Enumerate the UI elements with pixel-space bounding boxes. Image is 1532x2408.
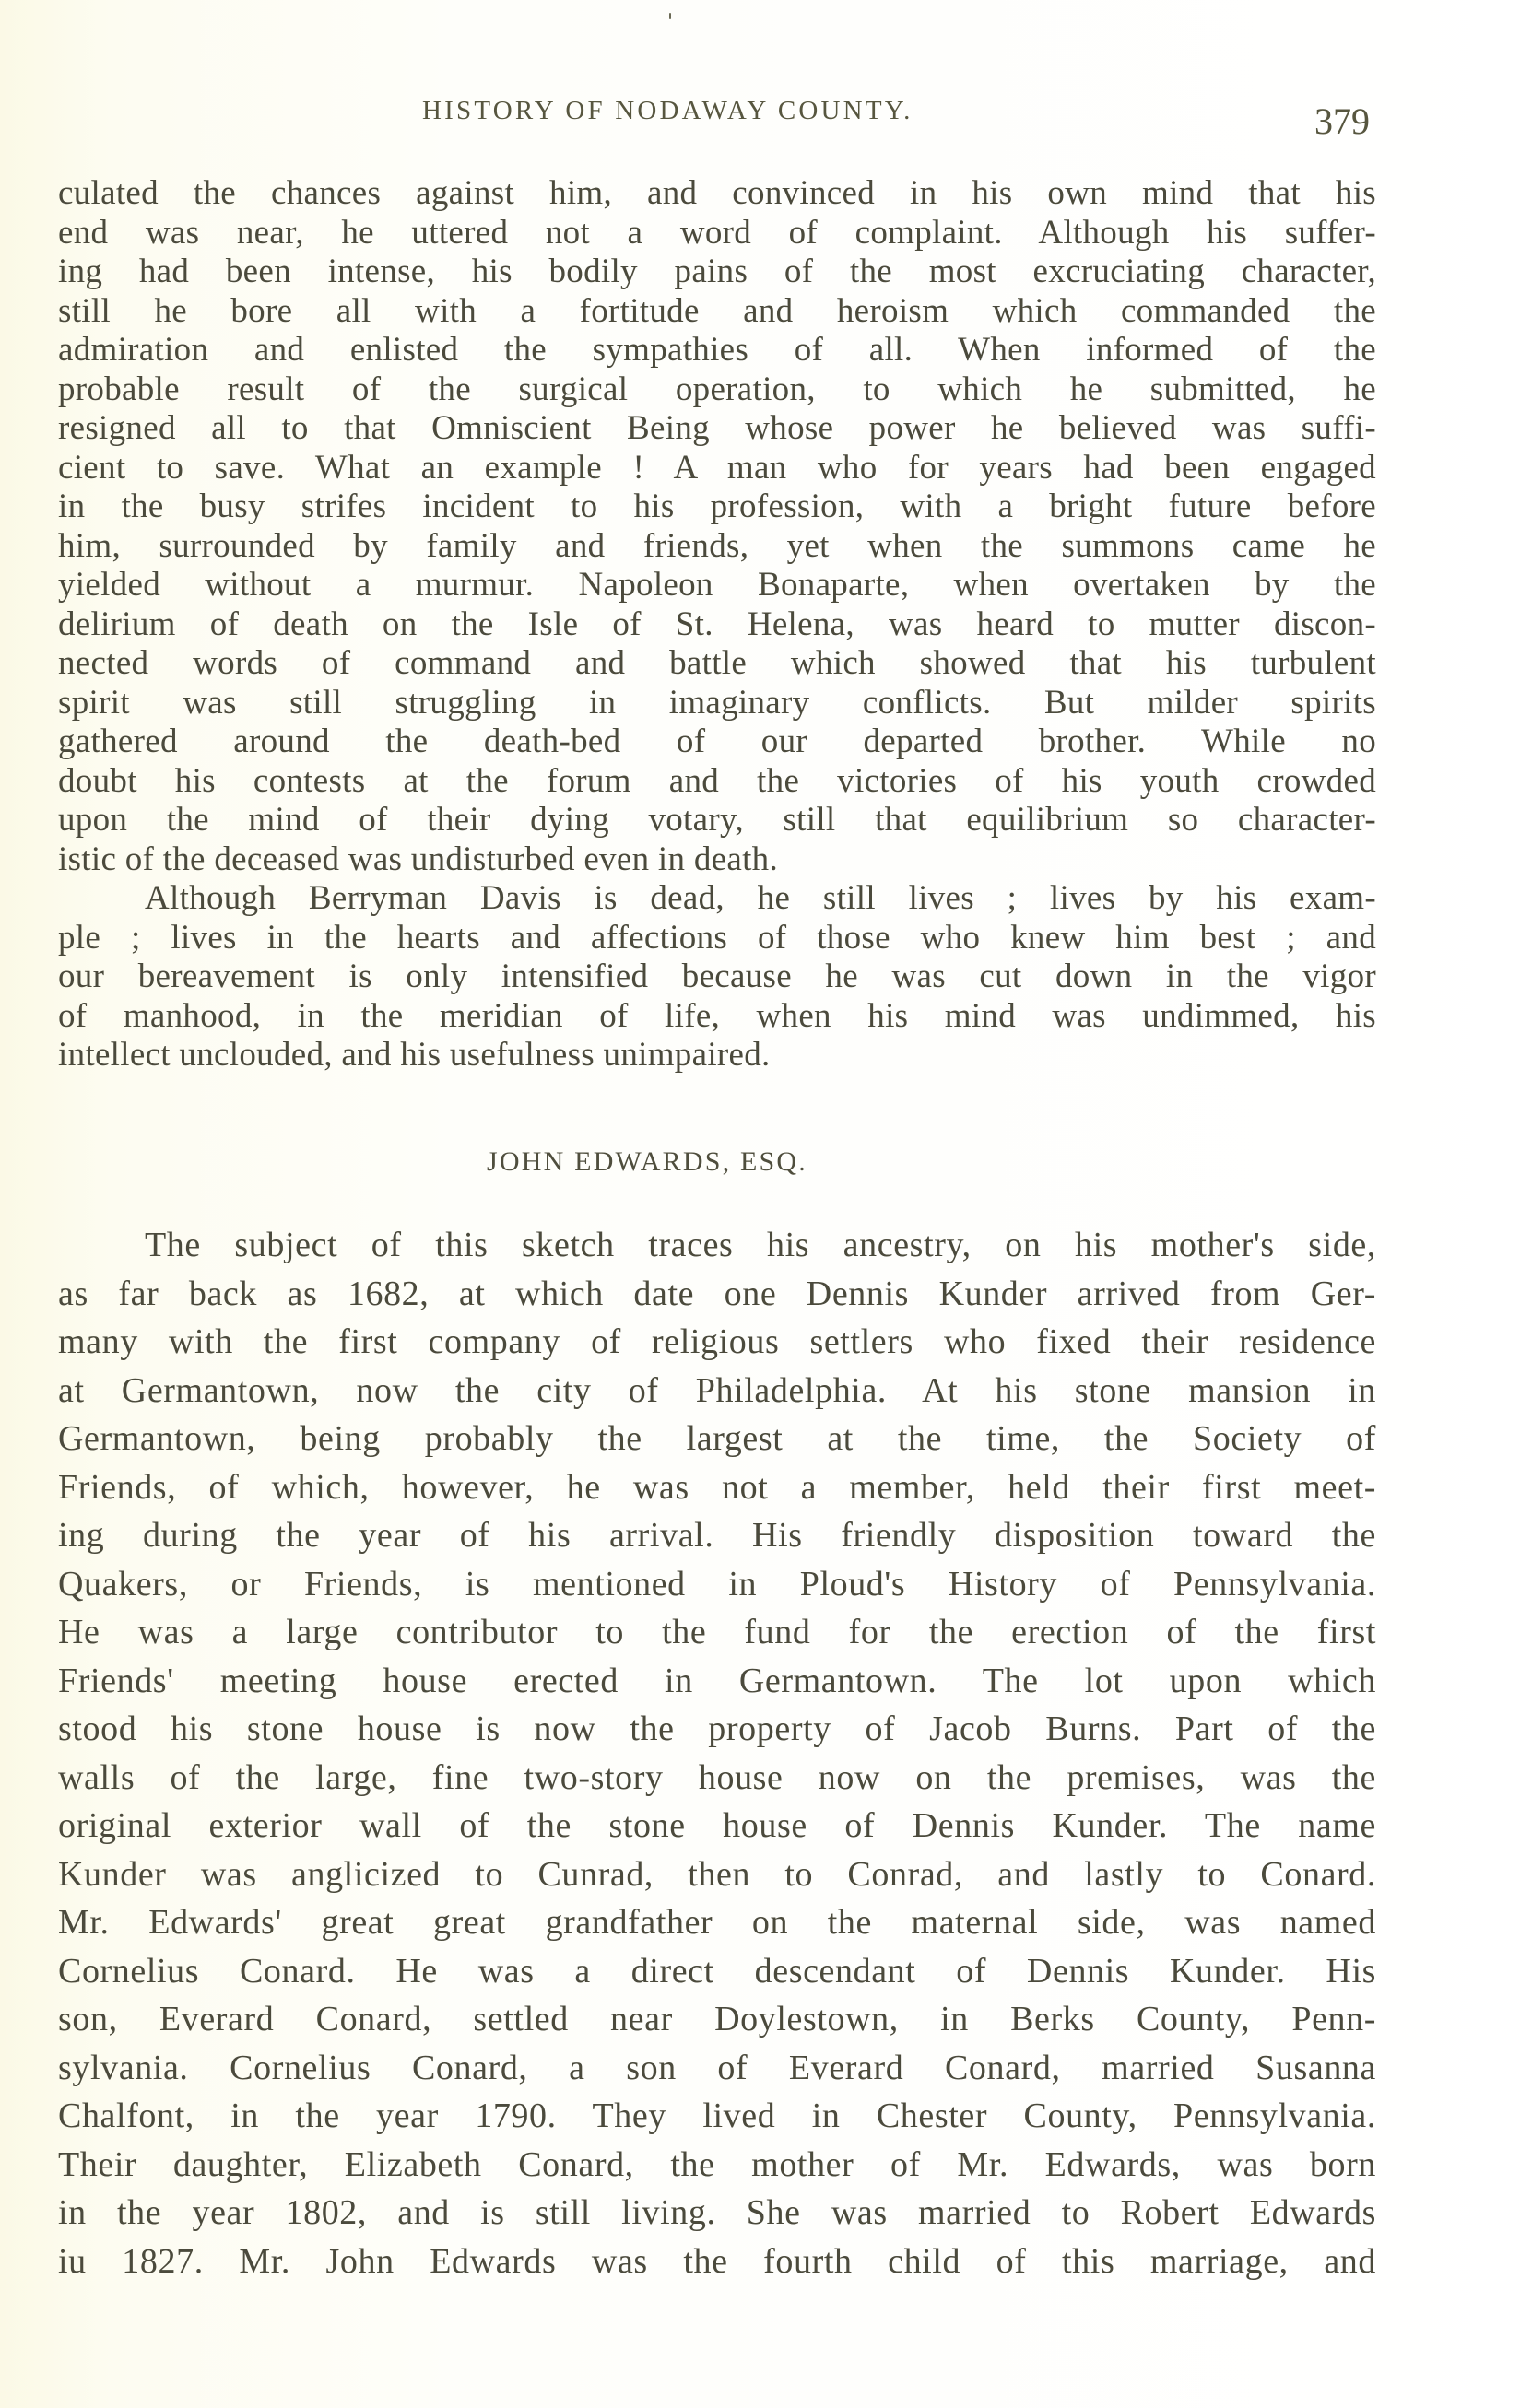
body-line: end was near, he uttered not a word of complaint. Although his suffer-	[58, 214, 1376, 252]
body-line: resigned all to that Omniscient Being whose power he believed was suffi-	[58, 409, 1376, 447]
body-line: ing during the year of his arrival. His friendly disposition toward the	[58, 1516, 1376, 1555]
body-line: Their daughter, Elizabeth Conard, the mother of Mr. Edwards, was born	[58, 2145, 1376, 2184]
body-line: our bereavement is only intensified because he was cut down in the vigor	[58, 957, 1376, 995]
body-line: He was a large contributor to the fund for the erection of the first	[58, 1613, 1376, 1651]
body-line: at Germantown, now the city of Philadelphia. At his stone mansion in	[58, 1371, 1376, 1410]
body-line: istic of the deceased was undisturbed even in death.	[58, 840, 779, 878]
body-line: Quakers, or Friends, is mentioned in Ploud's History of Pennsylvania.	[58, 1565, 1376, 1603]
body-line: Cornelius Conard. He was a direct descendant of Dennis Kunder. His	[58, 1952, 1376, 1991]
page-number: 379	[1314, 100, 1370, 142]
body-line: as far back as 1682, at which date one Dennis Kunder arrived from Ger-	[58, 1274, 1376, 1313]
body-line: Although Berryman Davis is dead, he still lives ; lives by his exam-	[145, 879, 1376, 917]
body-line: Kunder was anglicized to Cunrad, then to Conrad, and lastly to Conard.	[58, 1855, 1376, 1894]
body-line: yielded without a murmur. Napoleon Bonaparte, when overtaken by the	[58, 566, 1376, 604]
body-line: walls of the large, fine two-story house now on the premises, was the	[58, 1758, 1376, 1797]
body-line: ing had been intense, his bodily pains of the most excruciating character,	[58, 253, 1376, 290]
body-line: Chalfont, in the year 1790. They lived in Chester County, Pennsylvania.	[58, 2097, 1376, 2135]
body-line: stood his stone house is now the property of Jacob Burns. Part of the	[58, 1709, 1376, 1748]
body-line: in the busy strifes incident to his profession, with a bright future before	[58, 487, 1376, 525]
body-line: him, surrounded by family and friends, yet when the summons came he	[58, 527, 1376, 565]
body-line: ple ; lives in the hearts and affections of those who knew him best ; and	[58, 919, 1376, 957]
body-line: many with the first company of religious settlers who fixed their residence	[58, 1322, 1376, 1361]
body-line: son, Everard Conard, settled near Doylestown, in Berks County, Penn-	[58, 2000, 1376, 2038]
body-line: Mr. Edwards' great great grandfather on the maternal side, was named	[58, 1903, 1376, 1942]
body-line: doubt his contests at the forum and the victories of his youth crowded	[58, 762, 1376, 800]
body-line: probable result of the surgical operation, to which he submitted, he	[58, 370, 1376, 408]
body-line: sylvania. Cornelius Conard, a son of Everard Conard, married Susanna	[58, 2049, 1376, 2087]
body-line: nected words of command and battle which showed that his turbulent	[58, 644, 1376, 682]
body-line: intellect unclouded, and his usefulness unimpaired.	[58, 1036, 771, 1074]
body-line: cient to save. What an example ! A man who for years had been engaged	[58, 449, 1376, 487]
body-line: original exterior wall of the stone house of Dennis Kunder. The name	[58, 1806, 1376, 1845]
ink-speck	[669, 13, 671, 19]
body-line: in the year 1802, and is still living. She was married to Robert Edwards	[58, 2193, 1376, 2232]
body-line: iu 1827. Mr. John Edwards was the fourth child of this marriage, and	[58, 2242, 1376, 2281]
body-line: gathered around the death-bed of our departed brother. While no	[58, 722, 1376, 760]
body-line: of manhood, in the meridian of life, when his mind was undimmed, his	[58, 997, 1376, 1035]
body-line: Friends, of which, however, he was not a member, held their first meet-	[58, 1468, 1376, 1507]
body-line: The subject of this sketch traces his ancestry, on his mother's side,	[145, 1226, 1376, 1264]
body-line: admiration and enlisted the sympathies of all. When informed of the	[58, 331, 1376, 369]
body-line: still he bore all with a fortitude and heroism which commanded the	[58, 292, 1376, 330]
body-line: Friends' meeting house erected in Germantown. The lot upon which	[58, 1662, 1376, 1700]
body-line: culated the chances against him, and convinced in his own mind that his	[58, 174, 1376, 212]
section-heading: JOHN EDWARDS, ESQ.	[487, 1146, 807, 1177]
body-line: Germantown, being probably the largest at the time, the Society of	[58, 1419, 1376, 1458]
running-head-title: HISTORY OF NODAWAY COUNTY.	[422, 96, 913, 125]
body-line: spirit was still struggling in imaginary conflicts. But milder spirits	[58, 684, 1376, 722]
body-line: delirium of death on the Isle of St. Helena, was heard to mutter discon-	[58, 605, 1376, 643]
body-line: upon the mind of their dying votary, still that equilibrium so character-	[58, 801, 1376, 839]
